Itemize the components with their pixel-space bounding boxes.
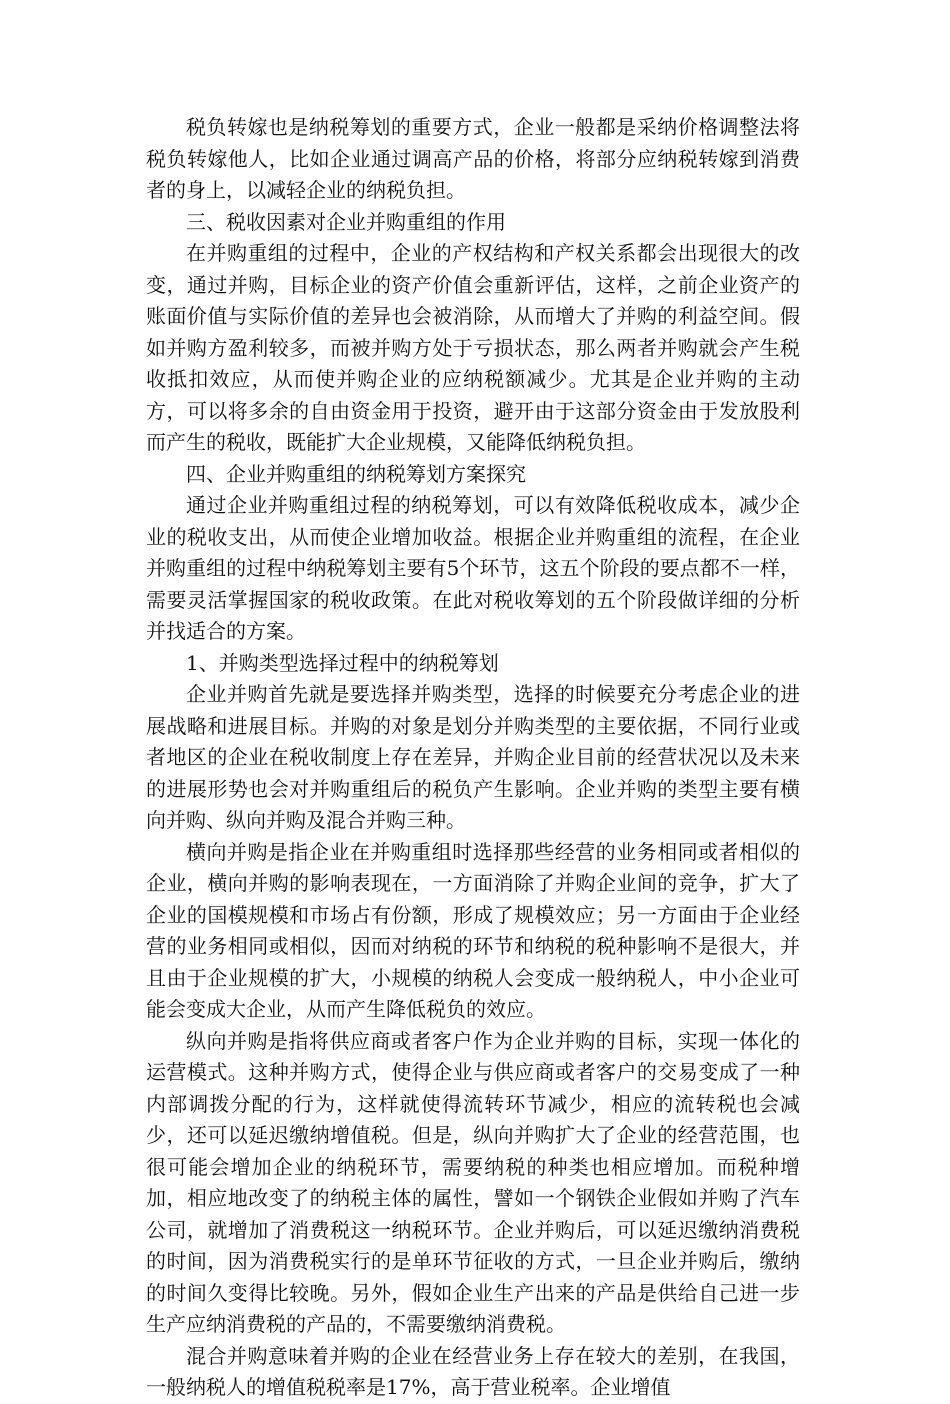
- section-heading-3: 三、税收因素对企业并购重组的作用: [186, 209, 506, 234]
- paragraph-merger-types: 企业并购首先就是要选择并购类型，选择的时候要充分考虑企业的进展战略和进展目标。并购的对象是划分并购类型的主要依据，不同行业或者地区的企业在税收制度上存在差异，并购企业目前的经营状况以及未来的进展形势也会对并购重组后的税负产生影响。企业并购的类型主要有横向并购、纵向并购及混合并购三种。: [146, 682, 800, 832]
- paragraph-horizontal-merger: 横向并购是指企业在并购重组时选择那些经营的业务相同或者相似的企业，横向并购的影响表现在，一方面消除了并购企业间的竞争，扩大了企业的国模规模和市场占有份额，形成了规模效应；另一方面由于企业经营的业务相同或相似，因而对纳税的环节和纳税的税种影响不是很大，并且由于企业规模的扩大，小规模的纳税人会变成一般纳税人，中小企业可能会变成大企业，从而产生降低税负的效应。: [146, 839, 800, 1021]
- paragraph-mixed-merger: 混合并购意味着并购的企业在经营业务上存在较大的差别，在我国，一般纳税人的增值税税率是17%，高于营业税率。企业增值: [146, 1343, 800, 1399]
- paragraph-planning-intro: 通过企业并购重组过程的纳税筹划，可以有效降低税收成本，减少企业的税收支出，从而使企业增加收益。根据企业并购重组的流程，在企业并购重组的过程中纳税筹划主要有5个环节，这五个阶段的要点都不一样，需要灵活掌握国家的税收政策。在此对税收筹划的五个阶段做详细的分析并找适合的方案。: [146, 493, 800, 643]
- section-heading-4: 四、企业并购重组的纳税筹划方案探究: [186, 461, 526, 486]
- paragraph-tax-shifting: 税负转嫁也是纳税筹划的重要方式，企业一般都是采纳价格调整法将税负转嫁他人，比如企业通过调高产品的价格，将部分应纳税转嫁到消费者的身上，以减轻企业的纳税负担。: [146, 115, 800, 202]
- subsection-heading-1: 1、并购类型选择过程中的纳税筹划: [186, 650, 499, 675]
- document-body: [146, 112, 800, 1404]
- paragraph-vertical-merger: 纵向并购是指将供应商或者客户作为企业并购的目标，实现一体化的运营模式。这种并购方式，使得企业与供应商或者客户的交易变成了一种内部调拨分配的行为，这样就使得流转环节减少，相应的流转税也会减少，还可以延迟缴纳增值税。但是，纵向并购扩大了企业的经营范围，也很可能会增加企业的纳税环节，需要纳税的种类也相应增加。而税种增加，相应地改变了的纳税主体的属性，譬如一个钢铁企业假如并购了汽车公司，就增加了消费税这一纳税环节。企业并购后，可以延迟缴纳消费税的时间，因为消费税实行的是单环节征收的方式，一旦企业并购后，缴纳的时间久变得比较晚。另外，假如企业生产出来的产品是供给自己进一步生产应纳消费税的产品的，不需要缴纳消费税。: [146, 1028, 800, 1336]
- paragraph-tax-effect: 在并购重组的过程中，企业的产权结构和产权关系都会出现很大的改变，通过并购，目标企业的资产价值会重新评估，这样，之前企业资产的账面价值与实际价值的差异也会被消除，从而增大了并购的利益空间。假如并购方盈利较多，而被并购方处于亏损状态，那么两者并购就会产生税收抵扣效应，从而使并购企业的应纳税额减少。尤其是企业并购的主动方，可以将多余的自由资金用于投资，避开由于这部分资金由于发放股利而产生的税收，既能扩大企业规模，又能降低纳税负担。: [146, 241, 800, 454]
